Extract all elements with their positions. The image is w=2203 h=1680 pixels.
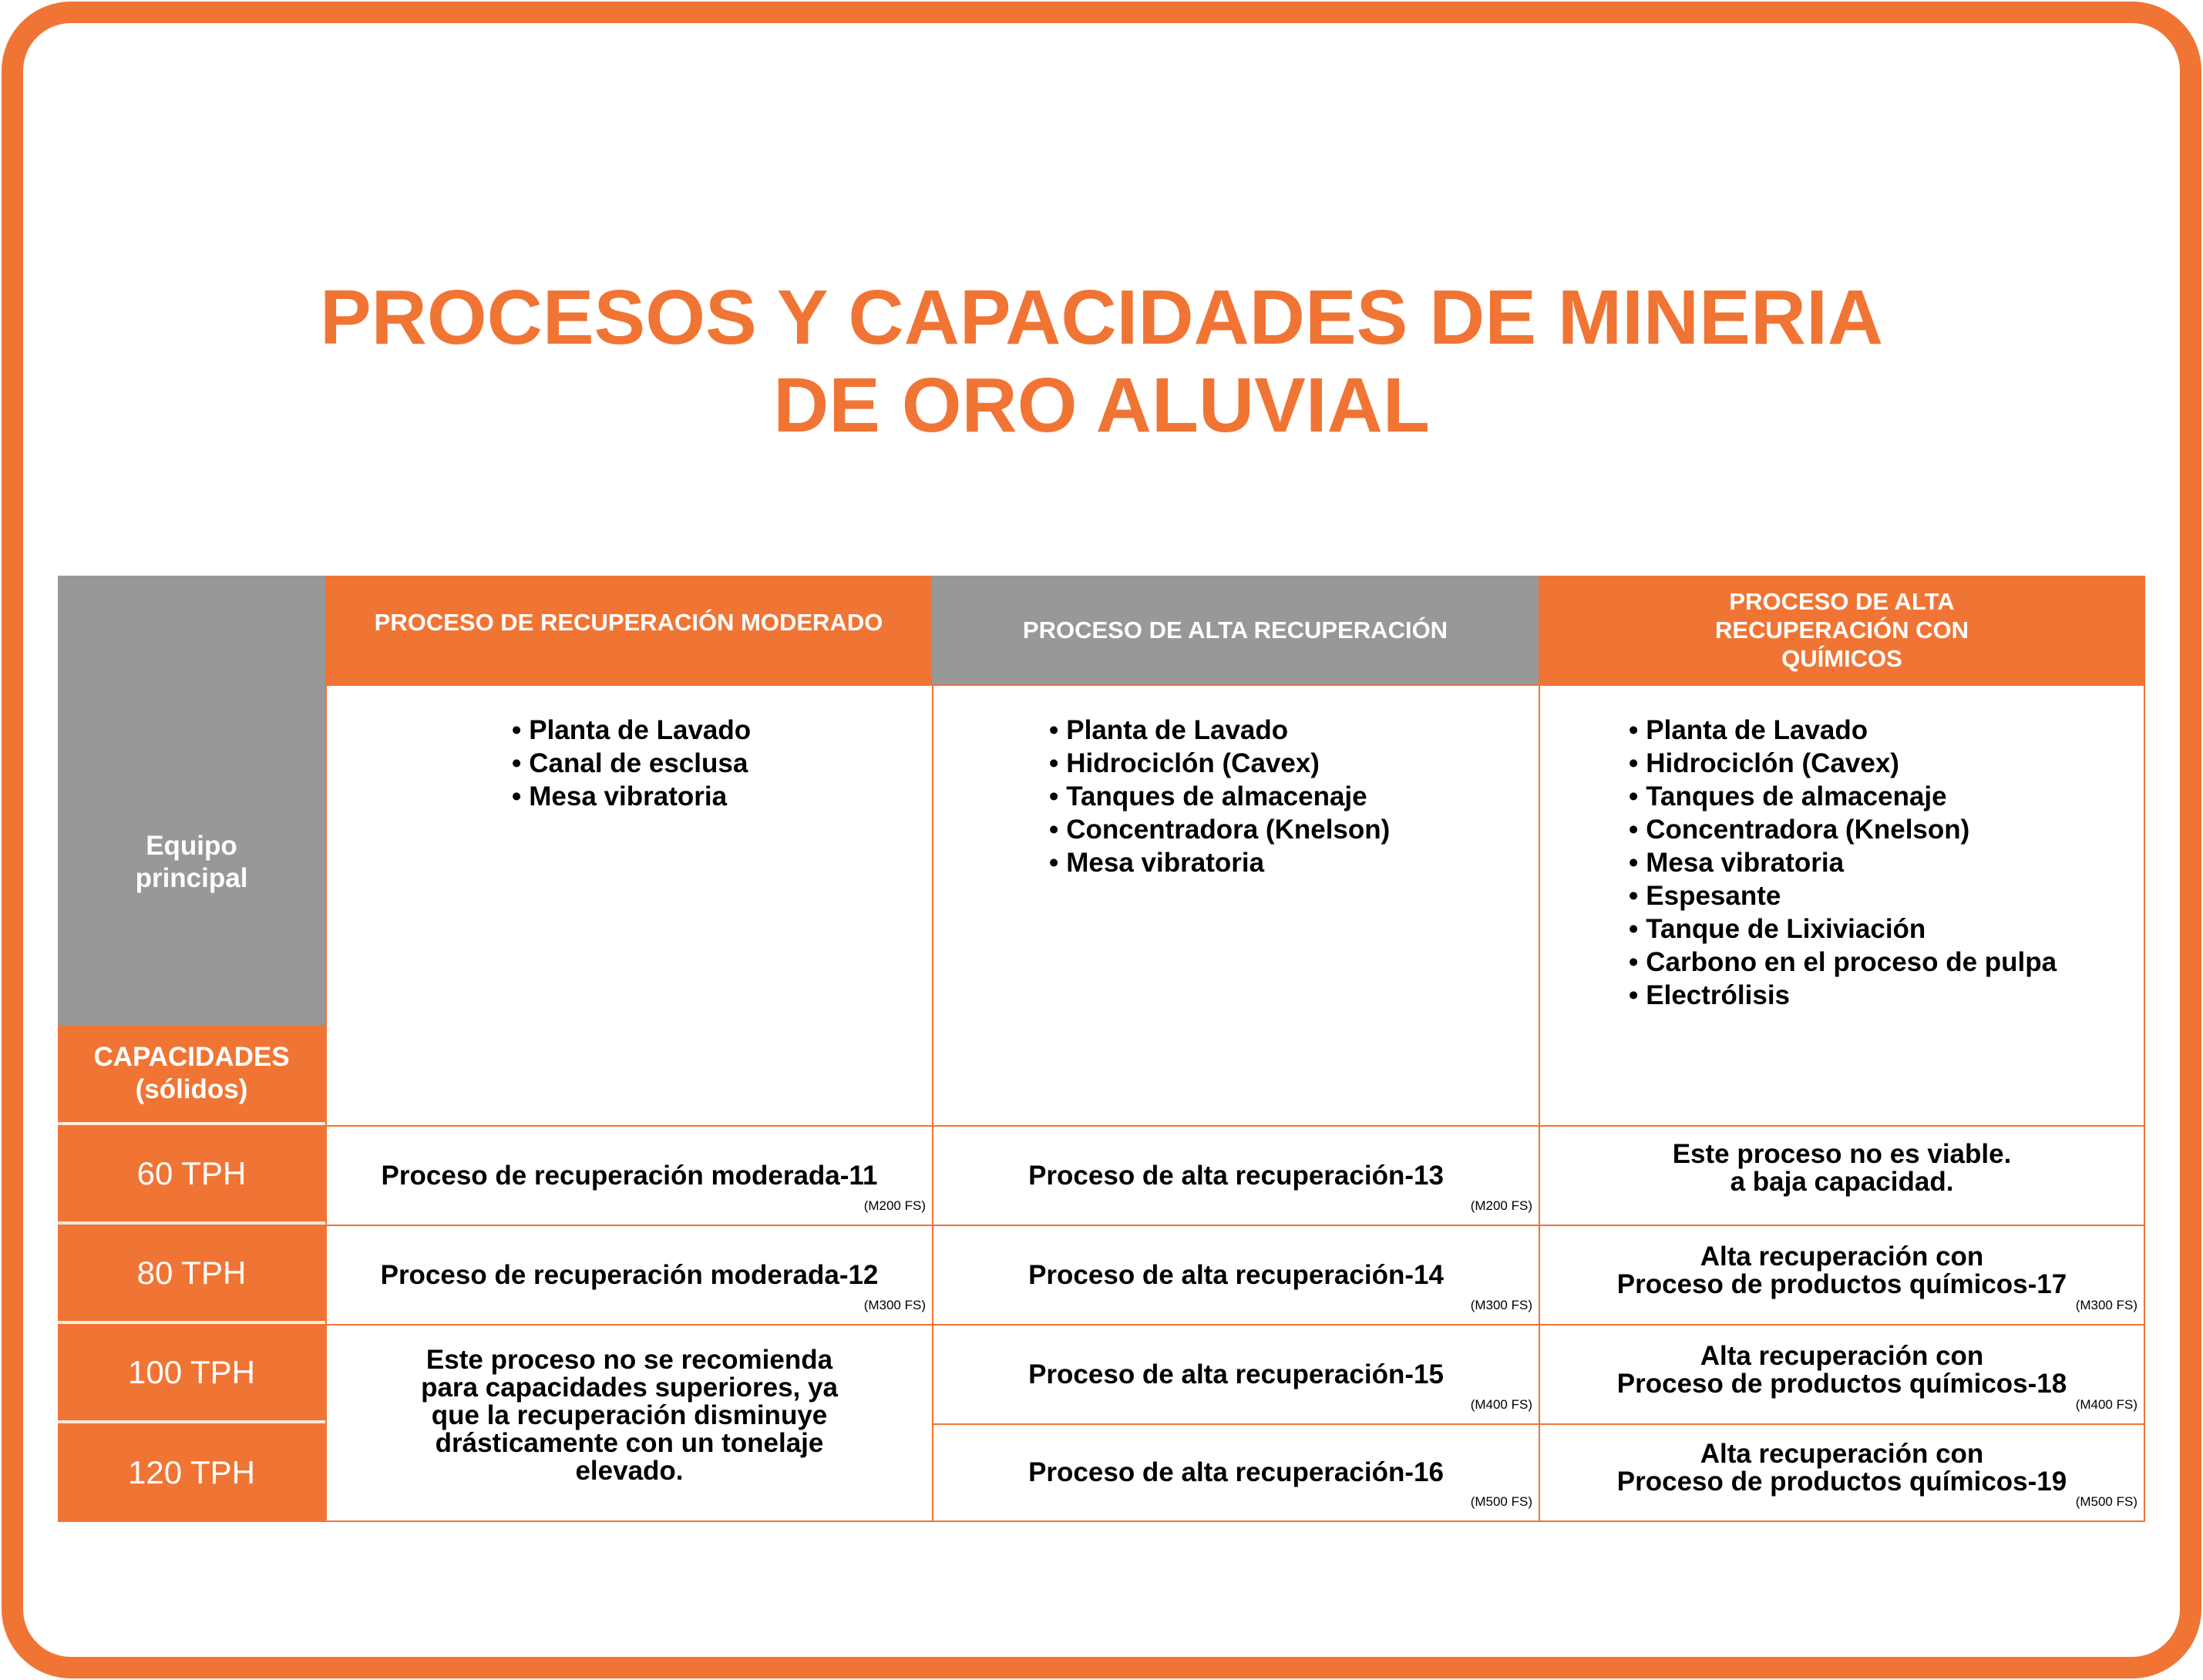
equipment-list (512, 714, 751, 813)
column-header-moderate: PROCESO DE RECUPERACIÓN MODERADO (325, 576, 932, 684)
equipment-list (1629, 714, 2057, 1012)
equipment-item: • Tanques de almacenaje (1629, 780, 2057, 813)
model-label: (M500 FS) (1470, 1494, 1532, 1509)
cell-chemicals-60: Este proceso no es viable. a baja capacidad. (1539, 1125, 2145, 1226)
equipment-cell-moderate (325, 684, 933, 1127)
equipment-item: • Tanques de almacenaje (1049, 780, 1390, 813)
cell-moderate-100-120-note: Este proceso no se recomienda para capacidades superiores, ya que la recuperación disminuye drásticamente con un tonelaje elevado. (325, 1324, 933, 1522)
title-line-2: DE ORO ALUVIAL (773, 362, 1430, 449)
equipment-item: • Concentradora (Knelson) (1629, 813, 2057, 846)
cell-high-recovery-120: Proceso de alta recuperación-16 (M500 FS) (932, 1423, 1540, 1522)
equipment-item: • Espesante (1629, 879, 2057, 912)
equipment-item: • Electrólisis (1629, 979, 2057, 1012)
capacity-label-120: 120 TPH (58, 1423, 325, 1522)
equipment-item: • Mesa vibratoria (1629, 846, 2057, 879)
equipment-item: • Planta de Lavado (1629, 714, 2057, 747)
equipment-item: • Mesa vibratoria (1049, 846, 1390, 879)
cell-chemicals-80: Alta recuperación con Proceso de productos químicos-17 (M300 FS) (1539, 1225, 2145, 1326)
equipment-item: • Hidrociclón (Cavex) (1049, 747, 1390, 780)
equipment-item: • Hidrociclón (Cavex) (1629, 747, 2057, 780)
model-label: (M500 FS) (2075, 1494, 2137, 1509)
equipment-cell-high-recovery (932, 684, 1540, 1127)
model-label: (M400 FS) (1470, 1397, 1532, 1412)
model-label: (M300 FS) (2075, 1298, 2137, 1312)
cell-moderate-80: Proceso de recuperación moderada-12 (M300 FS) (325, 1225, 933, 1326)
cell-high-recovery-60: Proceso de alta recuperación-13 (M200 FS) (932, 1125, 1540, 1226)
model-label: (M200 FS) (1470, 1198, 1532, 1213)
equipment-item: • Planta de Lavado (1049, 714, 1390, 747)
equipment-list (1049, 714, 1390, 879)
equipment-item: • Carbono en el proceso de pulpa (1629, 946, 2057, 979)
equipment-item: • Tanque de Lixiviación (1629, 912, 2057, 946)
capacities-header: CAPACIDADES (sólidos) (58, 1025, 325, 1125)
column-header-high-recovery: PROCESO DE ALTA RECUPERACIÓN (932, 576, 1539, 684)
cell-high-recovery-100: Proceso de alta recuperación-15 (M400 FS) (932, 1324, 1540, 1425)
equipment-cell-high-recovery-chemicals (1539, 684, 2145, 1127)
equipment-item: • Mesa vibratoria (512, 780, 751, 813)
capacity-label-60: 60 TPH (58, 1125, 325, 1225)
cell-chemicals-120: Alta recuperación con Proceso de productos químicos-19 (M500 FS) (1539, 1423, 2145, 1522)
equipment-item: • Planta de Lavado (512, 714, 751, 747)
cell-moderate-60: Proceso de recuperación moderada-11 (M200 FS) (325, 1125, 933, 1226)
equipment-item: • Canal de esclusa (512, 747, 751, 780)
process-capacity-table (58, 576, 2145, 1522)
capacity-label-100: 100 TPH (58, 1324, 325, 1423)
column-header-high-recovery-chemicals: PROCESO DE ALTA RECUPERACIÓN CON QUÍMICOS (1539, 576, 2145, 684)
model-label: (M400 FS) (2075, 1397, 2137, 1412)
model-label: (M300 FS) (1470, 1298, 1532, 1312)
equipment-row-label: Equipo principal (58, 576, 325, 1025)
capacity-label-80: 80 TPH (58, 1225, 325, 1324)
model-label: (M300 FS) (863, 1298, 926, 1312)
cell-high-recovery-80: Proceso de alta recuperación-14 (M300 FS) (932, 1225, 1540, 1326)
equipment-item: • Concentradora (Knelson) (1049, 813, 1390, 846)
cell-chemicals-100: Alta recuperación con Proceso de productos químicos-18 (M400 FS) (1539, 1324, 2145, 1425)
model-label: (M200 FS) (863, 1198, 926, 1213)
title-line-1: PROCESOS Y CAPACIDADES DE MINERIA (319, 274, 1884, 361)
page-title (0, 274, 2203, 449)
